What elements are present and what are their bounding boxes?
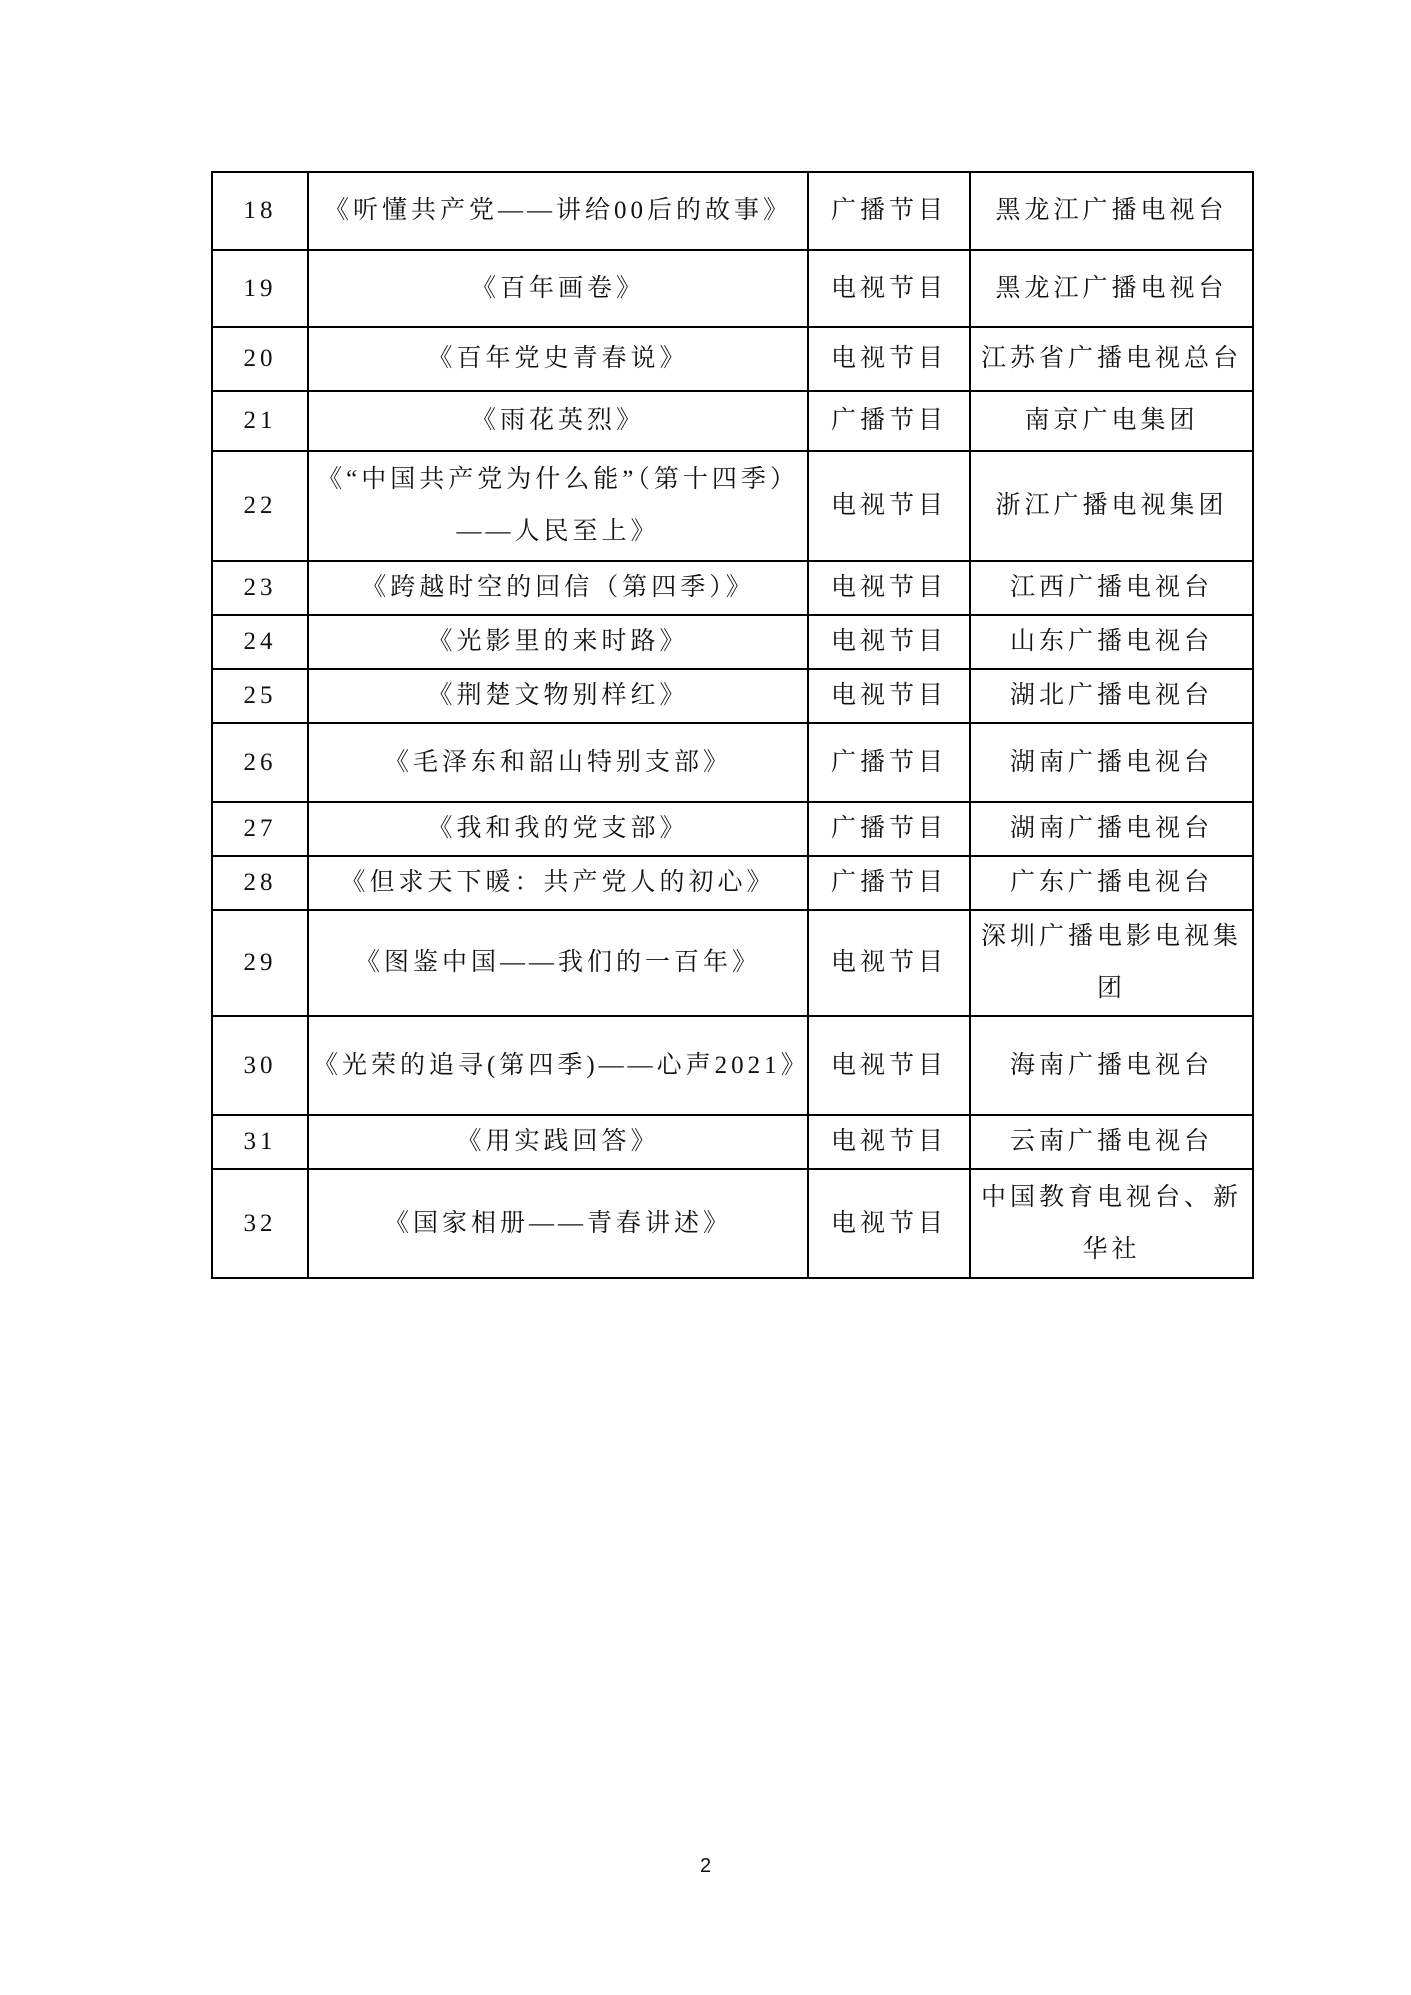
program-title: 《百年党史青春说》 bbox=[308, 327, 808, 391]
program-list-table bbox=[211, 171, 1254, 1279]
table-row bbox=[212, 1115, 1253, 1169]
program-title: 《百年画卷》 bbox=[308, 250, 808, 327]
program-type: 电视节目 bbox=[808, 1169, 970, 1278]
program-title: 《我和我的党支部》 bbox=[308, 802, 808, 856]
program-title: 《荆楚文物别样红》 bbox=[308, 669, 808, 723]
program-title: 《图鉴中国——我们的一百年》 bbox=[308, 910, 808, 1016]
program-title: 《听懂共产党——讲给00后的故事》 bbox=[308, 172, 808, 250]
table-row bbox=[212, 451, 1253, 561]
program-type: 电视节目 bbox=[808, 561, 970, 615]
organization: 云南广播电视台 bbox=[970, 1115, 1253, 1169]
table-row bbox=[212, 615, 1253, 669]
row-number: 25 bbox=[212, 669, 308, 723]
row-number: 26 bbox=[212, 723, 308, 802]
program-title: 《光影里的来时路》 bbox=[308, 615, 808, 669]
program-title: 《跨越时空的回信（第四季）》 bbox=[308, 561, 808, 615]
row-number: 23 bbox=[212, 561, 308, 615]
row-number: 18 bbox=[212, 172, 308, 250]
program-type: 广播节目 bbox=[808, 172, 970, 250]
row-number: 30 bbox=[212, 1016, 308, 1115]
program-title: 《“中国共产党为什么能”（第十四季）——人民至上》 bbox=[308, 451, 808, 561]
row-number: 27 bbox=[212, 802, 308, 856]
row-number: 22 bbox=[212, 451, 308, 561]
table-row bbox=[212, 1016, 1253, 1115]
organization: 湖北广播电视台 bbox=[970, 669, 1253, 723]
row-number: 20 bbox=[212, 327, 308, 391]
table-row bbox=[212, 856, 1253, 910]
row-number: 21 bbox=[212, 391, 308, 451]
organization: 湖南广播电视台 bbox=[970, 802, 1253, 856]
organization: 湖南广播电视台 bbox=[970, 723, 1253, 802]
organization: 海南广播电视台 bbox=[970, 1016, 1253, 1115]
program-type: 广播节目 bbox=[808, 391, 970, 451]
program-title: 《国家相册——青春讲述》 bbox=[308, 1169, 808, 1278]
program-type: 电视节目 bbox=[808, 910, 970, 1016]
page-number: 2 bbox=[699, 1855, 712, 1877]
table-row bbox=[212, 250, 1253, 327]
organization: 江苏省广播电视总台 bbox=[970, 327, 1253, 391]
program-type: 广播节目 bbox=[808, 802, 970, 856]
row-number: 29 bbox=[212, 910, 308, 1016]
program-type: 电视节目 bbox=[808, 1115, 970, 1169]
program-type: 电视节目 bbox=[808, 615, 970, 669]
table-row bbox=[212, 910, 1253, 1016]
row-number: 24 bbox=[212, 615, 308, 669]
program-type: 电视节目 bbox=[808, 451, 970, 561]
program-title: 《但求天下暖：共产党人的初心》 bbox=[308, 856, 808, 910]
table-row bbox=[212, 802, 1253, 856]
organization: 山东广播电视台 bbox=[970, 615, 1253, 669]
program-type: 电视节目 bbox=[808, 1016, 970, 1115]
program-type: 广播节目 bbox=[808, 723, 970, 802]
organization: 南京广电集团 bbox=[970, 391, 1253, 451]
table-row bbox=[212, 561, 1253, 615]
table-row bbox=[212, 1169, 1253, 1278]
program-title: 《雨花英烈》 bbox=[308, 391, 808, 451]
table-row bbox=[212, 723, 1253, 802]
organization: 浙江广播电视集团 bbox=[970, 451, 1253, 561]
program-type: 电视节目 bbox=[808, 250, 970, 327]
table-row bbox=[212, 669, 1253, 723]
row-number: 28 bbox=[212, 856, 308, 910]
program-title: 《光荣的追寻(第四季)——心声2021》 bbox=[308, 1016, 808, 1115]
organization: 深圳广播电影电视集团 bbox=[970, 910, 1253, 1016]
program-type: 电视节目 bbox=[808, 327, 970, 391]
organization: 黑龙江广播电视台 bbox=[970, 172, 1253, 250]
table-row bbox=[212, 172, 1253, 250]
program-type: 广播节目 bbox=[808, 856, 970, 910]
program-type: 电视节目 bbox=[808, 669, 970, 723]
program-title: 《毛泽东和韶山特别支部》 bbox=[308, 723, 808, 802]
table-row bbox=[212, 327, 1253, 391]
organization: 广东广播电视台 bbox=[970, 856, 1253, 910]
row-number: 19 bbox=[212, 250, 308, 327]
program-title: 《用实践回答》 bbox=[308, 1115, 808, 1169]
table-row bbox=[212, 391, 1253, 451]
organization: 中国教育电视台、新华社 bbox=[970, 1169, 1253, 1278]
organization: 黑龙江广播电视台 bbox=[970, 250, 1253, 327]
row-number: 32 bbox=[212, 1169, 308, 1278]
row-number: 31 bbox=[212, 1115, 308, 1169]
organization: 江西广播电视台 bbox=[970, 561, 1253, 615]
